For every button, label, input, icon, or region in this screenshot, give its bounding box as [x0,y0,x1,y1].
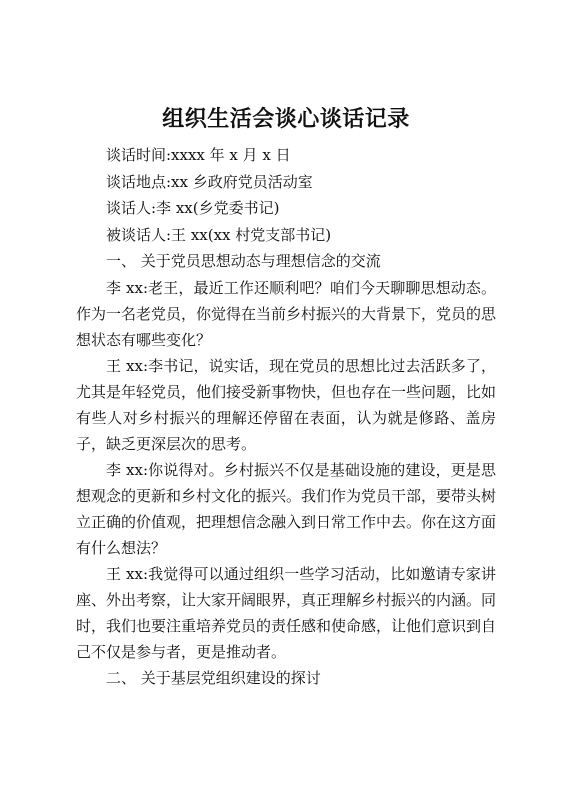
dialogue-paragraph: 王 xx:我觉得可以通过组织一些学习活动，比如邀请专家讲座、外出考察，让大家开阔眼界，真正理解乡村振兴的内涵。同时，我们也要注重培养党员的责任感和使命感，让他们意识到自己不仅是参与者，更是推动者。 [76,564,497,661]
section-heading-2: 二、 关于基层党组织建设的探讨 [106,668,321,687]
document-title: 组织生活会谈心谈话记录 [162,106,410,132]
meta-interviewer: 谈话人:李 xx(乡党委书记) [106,199,280,217]
dialogue-paragraph: 王 xx:李书记，说实话，现在党员的思想比过去活跃多了，尤其是年轻党员，他们接受新事物快，但也存在一些问题，比如有些人对乡村振兴的理解还停留在表面，认为就是修路、盖房子，缺乏更深层次的思考。 [76,356,497,453]
meta-place: 谈话地点:xx 乡政府党员活动室 [106,172,313,191]
meta-time: 谈话时间:xxxx 年 x 月 x 日 [106,146,291,164]
meta-interviewee: 被谈话人:王 xx(xx 村党支部书记) [106,225,332,244]
section-heading-1: 一、 关于党员思想动态与理想信念的交流 [106,252,381,270]
dialogue-paragraph: 李 xx:老王，最近工作还顺利吧？咱们今天聊聊思想动态。作为一名老党员，你觉得在当前乡村振兴的大背景下，党员的思想状态有哪些变化？ [76,278,497,349]
dialogue-paragraph: 李 xx:你说得对。乡村振兴不仅是基础设施的建设，更是思想观念的更新和乡村文化的振兴。我们作为党员干部，要带头树立正确的价值观，把理想信念融入到日常工作中去。你在这方面有什么想法？ [76,460,497,557]
